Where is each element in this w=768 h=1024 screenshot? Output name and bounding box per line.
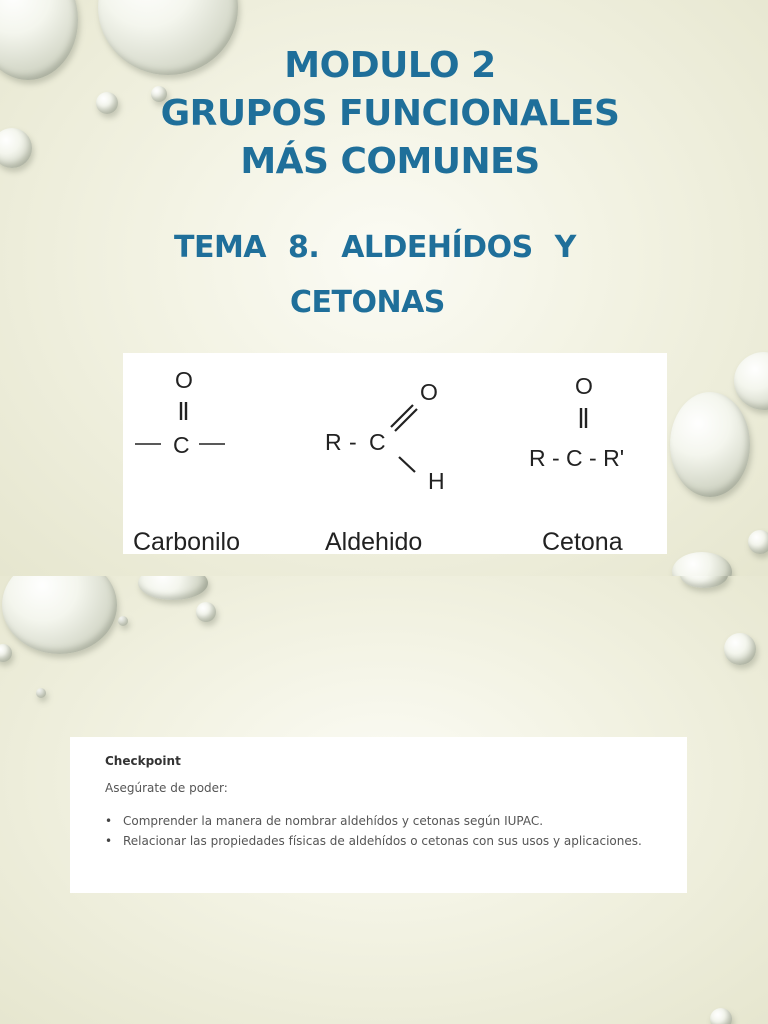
list-item-text: Relacionar las propiedades físicas de aldehídos o cetonas con sus usos y aplicaciones. — [123, 834, 642, 848]
water-drop — [138, 576, 208, 600]
list-item-text: Comprender la manera de nombrar aldehídos y cetonas según IUPAC. — [123, 814, 544, 828]
water-drop — [748, 530, 768, 554]
water-drop — [734, 352, 768, 410]
water-drop — [196, 602, 216, 622]
module-title-line-3: MÁS COMUNES — [240, 141, 540, 182]
carbonilo-oxygen: O — [175, 367, 193, 393]
topic-title: TEMA 8. ALDEHÍDOS Y — [174, 230, 576, 265]
water-drop — [724, 633, 756, 665]
checkpoint-card — [70, 737, 687, 893]
aldehido-structure — [325, 379, 445, 554]
carbonilo-label: Carbonilo — [133, 528, 241, 554]
list-item — [105, 811, 685, 831]
structures-svg — [123, 353, 667, 554]
bullet: • — [105, 834, 113, 848]
carbonyl-structures-figure — [123, 353, 667, 554]
list-item — [105, 831, 685, 851]
module-title: MODULO 2 — [284, 45, 496, 86]
topic-title-line-2: CETONAS — [290, 285, 445, 320]
cetona-structure — [529, 373, 624, 554]
aldehido-r: R — [325, 429, 342, 455]
slide-2 — [0, 576, 768, 1024]
aldehido-dash: - — [349, 429, 357, 455]
aldehido-single-bond — [399, 457, 415, 472]
water-drop — [670, 392, 750, 497]
aldehido-hydrogen: H — [428, 468, 445, 494]
water-drop — [672, 552, 732, 576]
aldehido-carbon: C — [369, 429, 386, 455]
carbonilo-structure — [133, 367, 240, 554]
water-drop — [0, 644, 12, 662]
cetona-formula: R - C - R' — [529, 445, 625, 471]
module-title-line-2: GRUPOS FUNCIONALES — [160, 93, 620, 134]
checkpoint-list — [105, 811, 685, 851]
carbonilo-carbon: C — [173, 432, 190, 458]
water-drop — [118, 616, 128, 626]
water-drop — [36, 688, 46, 698]
checkpoint-title: Checkpoint — [105, 754, 181, 768]
water-drop — [680, 576, 728, 588]
water-drop — [2, 576, 117, 654]
aldehido-label: Aldehido — [325, 528, 423, 554]
cetona-oxygen: O — [575, 373, 593, 399]
aldehido-oxygen: O — [420, 379, 438, 405]
checkpoint-intro: Asegúrate de poder: — [105, 781, 228, 795]
bullet: • — [105, 814, 113, 828]
water-drop — [710, 1008, 732, 1024]
cetona-label: Cetona — [542, 528, 623, 554]
